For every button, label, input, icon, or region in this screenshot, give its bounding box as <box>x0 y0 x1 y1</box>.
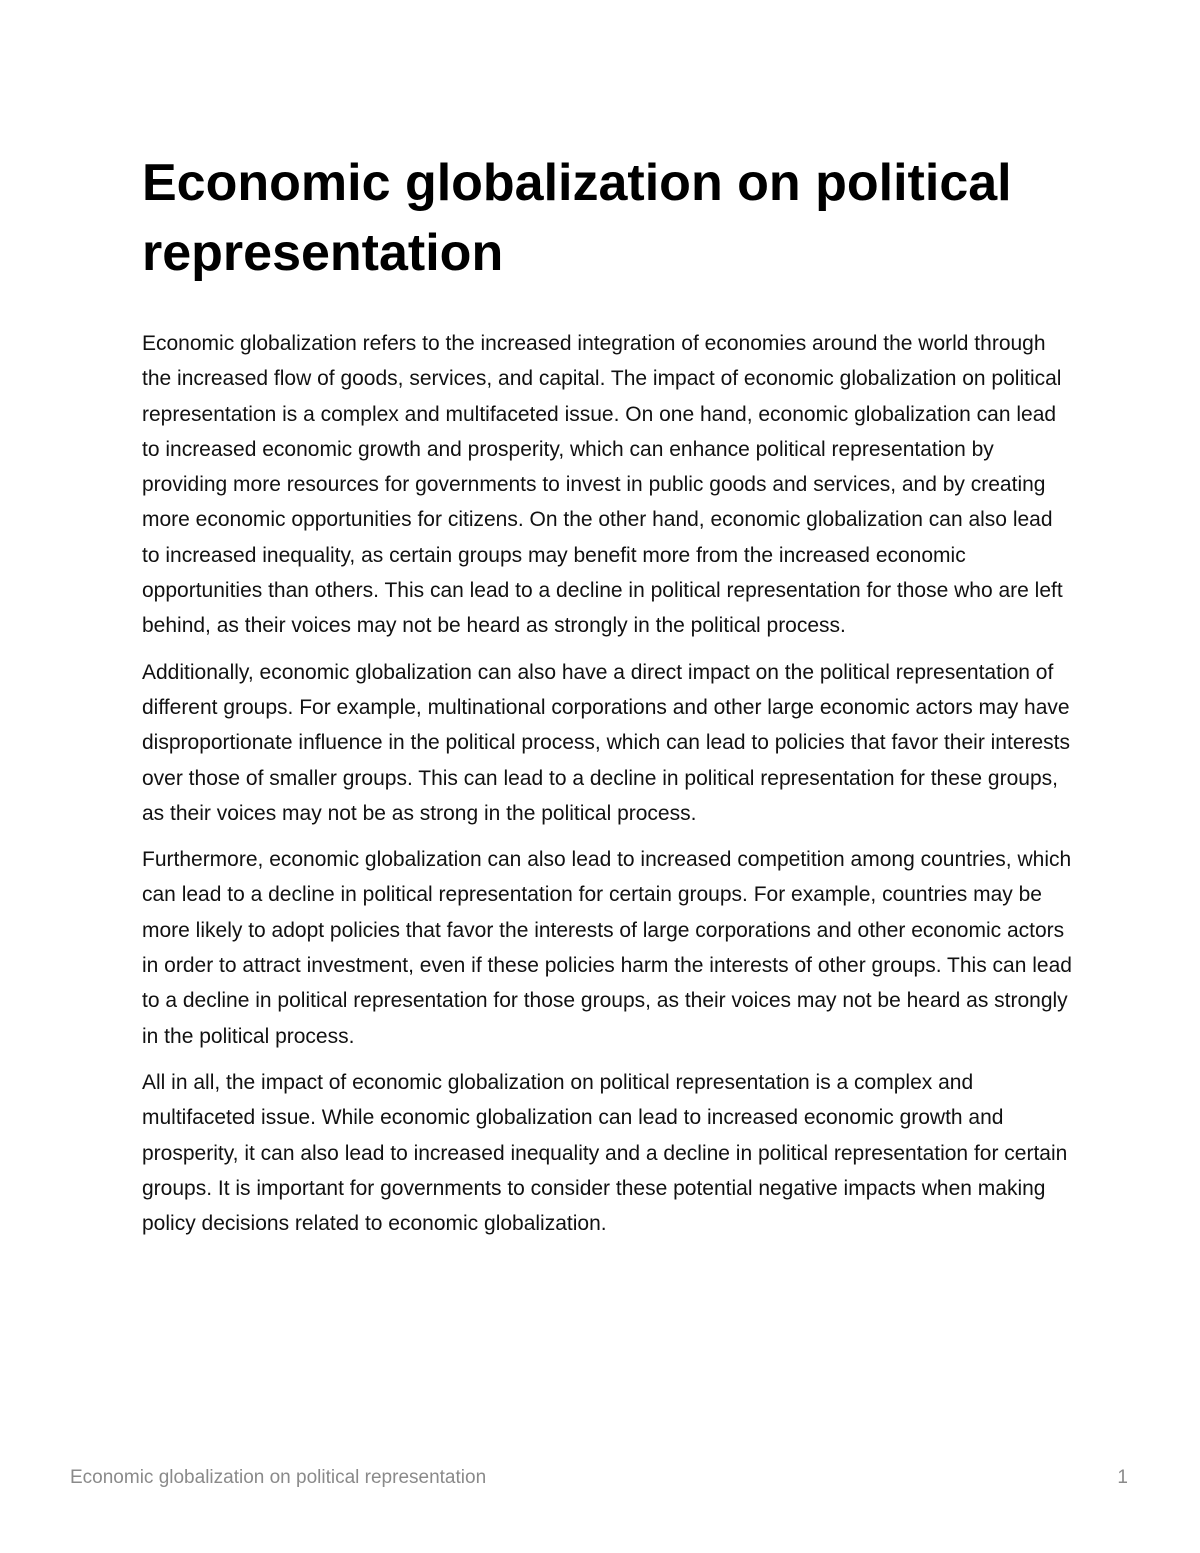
paragraph-1: Economic globalization refers to the increased integration of economies around the world through the increased flow of goods, services, and capital. The impact of economic globalization on political representation is a complex and multifaceted issue. On one hand, economic globalization can lead to increased economic growth and prosperity, which can enhance political representation by providing more resources for governments to invest in public goods and services, and by creating more economic opportunities for citizens. On the other hand, economic globalization can also lead to increased inequality, as certain groups may benefit more from the increased economic opportunities than others. This can lead to a decline in political representation for those who are left behind, as their voices may not be heard as strongly in the political process. <box>142 332 1063 638</box>
footer-title: Economic globalization on political representation <box>70 1467 487 1488</box>
page-number: 1 <box>1117 1467 1128 1488</box>
paragraph-4: All in all, the impact of economic globalization on political representation is a complex and multifaceted issue. While economic globalization can lead to increased economic growth and prosperity, it can also lead to increased inequality and a decline in political representation for certain groups. It is important for governments to consider these potential negative impacts when making policy decisions related to economic globalization. <box>142 1070 1068 1236</box>
paragraph-3: Furthermore, economic globalization can also lead to increased competition among countries, which can lead to a decline in political representation for certain groups. For example, countries may be more likely to adopt policies that favor the interests of large corporations and other economic actors in order to attract investment, even if these policies harm the interests of other groups. This can lead to a decline in political representation for those groups, as their voices may not be heard as strongly in the political process. <box>142 848 1072 1048</box>
document-body <box>142 326 1072 1252</box>
document-title: Economic globalization on political representation <box>142 154 1012 282</box>
paragraph-2: Additionally, economic globalization can also have a direct impact on the political representation of different groups. For example, multinational corporations and other large economic actors may have disproportionate influence in the political process, which can lead to policies that favor their interests over those of smaller groups. This can lead to a decline in political representation for these groups, as their voices may not be as strong in the political process. <box>142 660 1071 825</box>
